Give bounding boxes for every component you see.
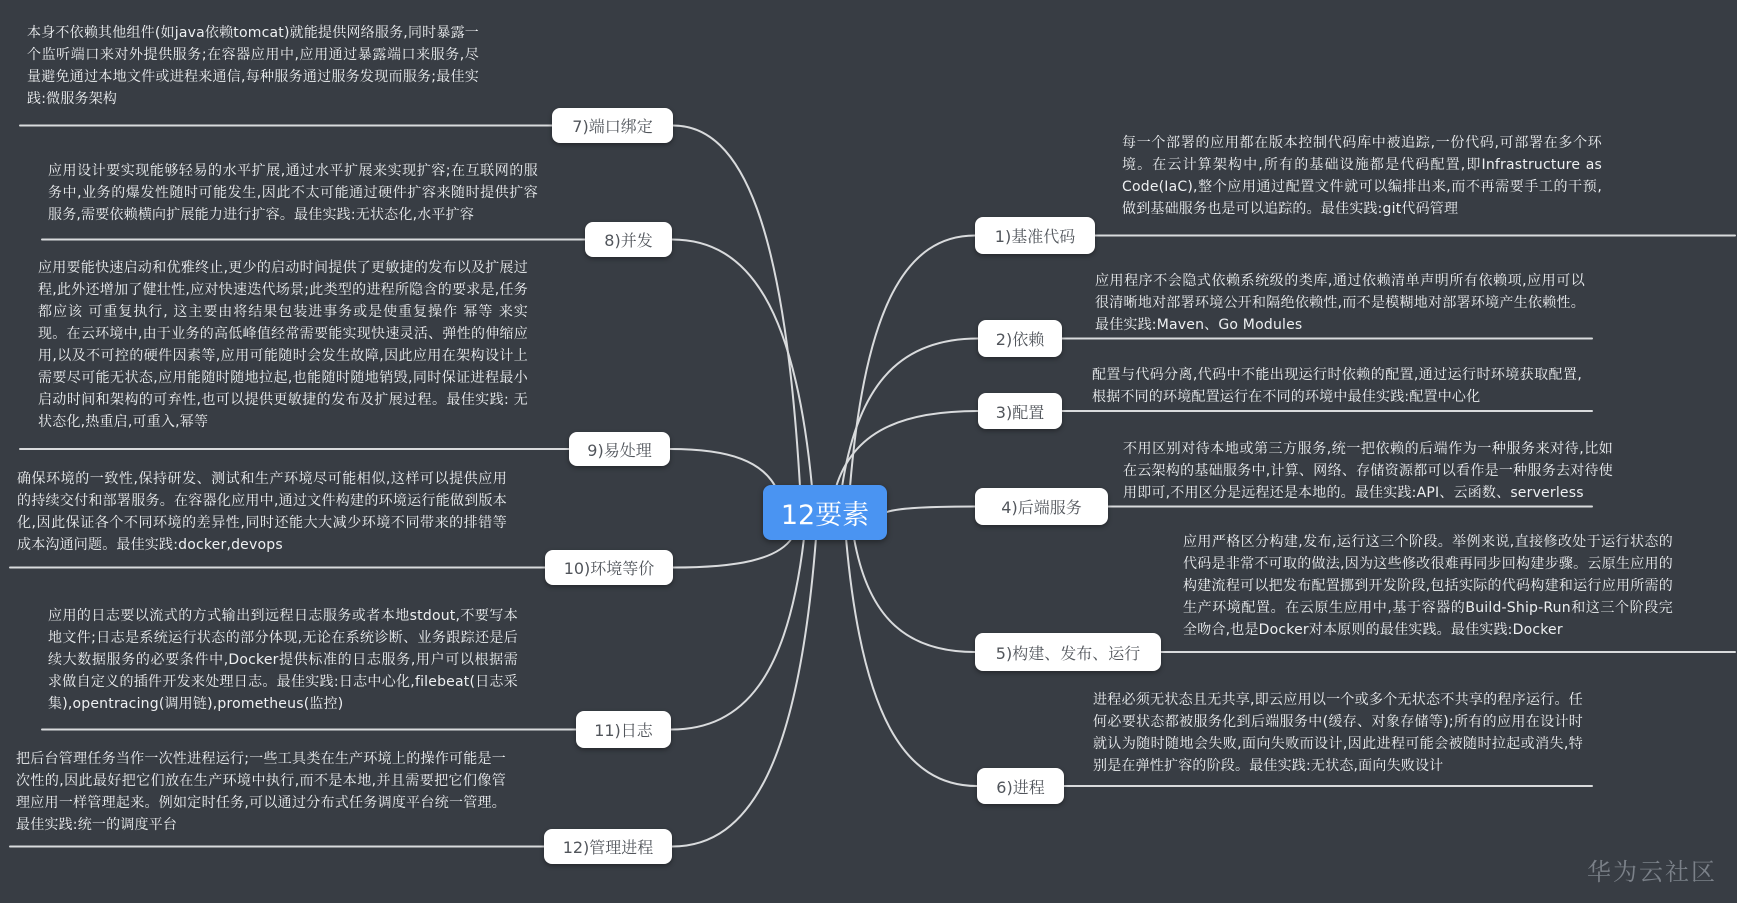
branch-line (846, 538, 977, 786)
branch-note-b3: 配置与代码分离,代码中不能出现运行时依赖的配置,通过运行时环境获取配置,根据不同的环境配置运行在不同的环境中最佳实践:配置中心化 (1092, 367, 1582, 405)
branch-note-b4: 不用区别对待本地或第三方服务,统一把依赖的后端作为一种服务来对待,比如在云架构的基础服务中,计算、网络、存储资源都可以看作是一种服务去对待使用即可,不用区分是远程还是本地的。最佳实践:API、云函数、serverless (1123, 441, 1613, 501)
branch-note-b7: 本身不依赖其他组件(如java依赖tomcat)就能提供网络服务,同时暴露一个监听端口来对外提供服务;在容器应用中,应用通过暴露端口来服务,尽量避免通过本地文件或进程来通信,每种服务通过服务发现而服务;最佳实践:微服务架构 (27, 25, 479, 107)
branch-line (672, 538, 816, 847)
branch-line (670, 449, 778, 492)
branch-note-b8: 应用设计要实现能够轻易的水平扩展,通过水平扩展来实现扩容;在互联网的服务中,业务的爆发性随时可能发生,因此不太可能通过硬件扩容来随时提供扩容服务,需要依赖横向扩展能力进行扩容。最佳实践:无状态化,水平扩容 (48, 163, 538, 223)
branch-note-b12: 把后台管理任务当作一次性进程运行;一些工具类在生产环境上的操作可能是一次性的,因此最好把它们放在生产环境中执行,而不是本地,并且需要把它们像管理应用一样管理起来。例如定时任务,可以通过分布式任务调度平台统一管理。最佳实践:统一的调度平台 (16, 751, 506, 833)
branch-node-b10[interactable]: 10)环境等价 (545, 550, 673, 585)
branch-note-b5: 应用严格区分构建,发布,运行这三个阶段。举例来说,直接修改处于运行状态的代码是非常不可取的做法,因为这些修改很难再同步回构建步骤。云原生应用的构建流程可以把发布配置挪到开发阶段,包括实际的代码构建和运行应用所需的生产环境配置。在云原生应用中,基于容器的Build-Ship-Run和这三个阶段完全吻合,也是Docker对本原则的最佳实践。最佳实践:Docker (1183, 534, 1673, 638)
branch-node-b4[interactable]: 4)后端服务 (975, 488, 1108, 525)
branch-node-b9[interactable]: 9)易处理 (569, 432, 670, 466)
branch-line (673, 538, 792, 568)
branch-note-b2: 应用程序不会隐式依赖系统级的类库,通过依赖清单声明所有依赖项,应用可以很清晰地对部署环境公开和隔绝依赖性,而不是模糊地对部署环境产生依赖性。最佳实践:Maven、Go Modules (1095, 273, 1585, 333)
branch-line (673, 126, 800, 488)
branch-node-b7[interactable]: 7)端口绑定 (552, 108, 673, 143)
watermark: 华为云社区 (1587, 858, 1717, 886)
branch-note-b10: 确保环境的一致性,保持研发、测试和生产环境尽可能相似,这样可以提供应用的持续交付和部署服务。在容器化应用中,通过文件构建的环境运行能做到版本化,因此保证各个不同环境的差异性,同时还能大大减少环境不同带来的排错等成本沟通问题。最佳实践:docker,devops (17, 471, 507, 553)
branch-node-b6[interactable]: 6)进程 (977, 768, 1064, 804)
branch-node-b2[interactable]: 2)依赖 (978, 320, 1062, 357)
branch-note-b6: 进程必须无状态且无共享,即云应用以一个或多个无状态不共享的程序运行。任何必要状态都被服务化到后端服务中(缓存、对象存储等);所有的应用在设计时就认为随时随地会失败,面向失败而设计,因此进程可能会被随时拉起或消失,特别是在弹性扩容的阶段。最佳实践:无状态,面向失败设计 (1093, 692, 1583, 774)
branch-note-b11: 应用的日志要以流式的方式输出到远程日志服务或者本地stdout,不要写本地文件;日志是系统运行状态的部分体现,无论在系统诊断、业务跟踪还是后续大数据服务的必要条件中,Docker提供标准的日志服务,用户可以根据需求做自定义的插件开发来处理日志。最佳实践:日志中心化,filebeat(日志采集),opentracing(调用链),prometheus(监控) (48, 608, 518, 712)
branch-node-b8[interactable]: 8)并发 (585, 222, 672, 257)
branch-line (842, 339, 978, 488)
branch-note-b9: 应用要能快速启动和优雅终止,更少的启动时间提供了更敏捷的发布以及扩展过程,此外还增加了健壮性,应对快速迭代场景;此类型的进程所隐含的要求是,任务都应该 可重复执行, 这主要由将结果包装进事务或是使重复操作 幂等 来实现。在云环境中,由于业务的高低峰值经常需要能实现快速灵活、弹性的伸缩应用,以及不可控的硬件因素等,应用可能随时会发生故障,因此应用在架构设计上需要尽可能无状态,应用能随时随地拉起,也能随时随地销毁,同时保证进程最小启动时间和架构的可弃性,也可以提供更敏捷的发布及扩展过程。最佳实践: 无状态化,热重启,可重入,幂等 (38, 260, 528, 430)
branch-line (854, 538, 975, 652)
central-topic-node[interactable]: 12要素 (763, 485, 887, 540)
branch-line (887, 507, 975, 513)
branch-node-b1[interactable]: 1)基准代码 (975, 217, 1095, 254)
branch-node-b3[interactable]: 3)配置 (978, 393, 1062, 429)
branch-node-b5[interactable]: 5)构建、发布、运行 (975, 633, 1161, 671)
branch-line (850, 236, 975, 488)
branch-node-b12[interactable]: 12)管理进程 (544, 829, 672, 864)
branch-node-b11[interactable]: 11)日志 (576, 711, 671, 748)
branch-note-b1: 每一个部署的应用都在版本控制代码库中被追踪,一份代码,可部署在多个环境。在云计算架构中,所有的基础设施都是代码配置,即Infrastructure as Code(IaC),整个应用通过配置文件就可以编排出来,而不再需要手工的干预,做到基础服务也是可以追踪的。最佳实践:git代码管理 (1122, 135, 1602, 217)
